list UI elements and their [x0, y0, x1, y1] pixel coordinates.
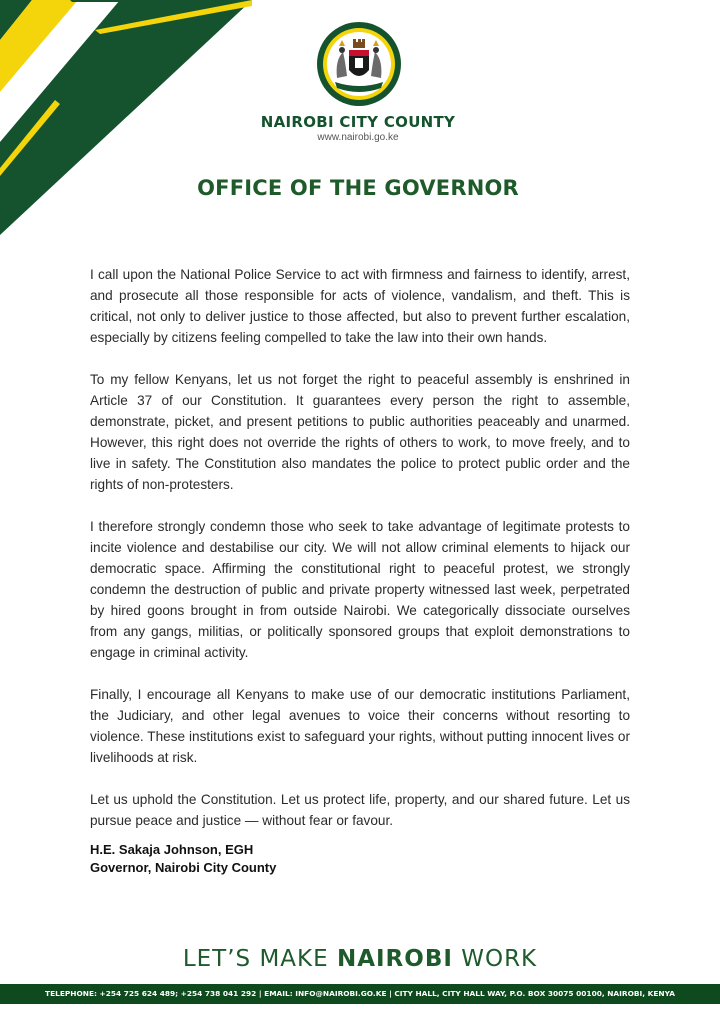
slogan-part3: WORK: [452, 946, 538, 972]
website-link[interactable]: www.nairobi.go.ke: [317, 132, 399, 143]
letter-paragraph: Let us uphold the Constitution. Let us protect life, property, and our shared future. Let us pursue peace and justice — without fear or favour.: [90, 792, 630, 828]
slogan-part1: LET’S MAKE: [182, 946, 337, 972]
letter-body: [90, 264, 630, 852]
signatory-title: Governor, Nairobi City County: [90, 860, 277, 875]
letter-paragraph: I call upon the National Police Service to act with firmness and fairness to identify, arrest, and prosecute all those responsible for acts of violence, vandalism, and theft. This is critical, not only to deliver justice to those affected, but also to prevent further escalation, especially by citizens feeling compelled to take the law into their own hands.: [90, 267, 630, 345]
letter-paragraph: Finally, I encourage all Kenyans to make use of our democratic institutions Parliament, the Judiciary, and other legal avenues to voice their concerns without resorting to violence. These institutions exist to safeguard your rights, without putting innocent lives or livelihoods at risk.: [90, 687, 630, 765]
letter-paragraph: I therefore strongly condemn those who seek to take advantage of legitimate protests to incite violence and destabilise our city. We will not allow criminal elements to hijack our democratic space. Affirming the constitutional right to peaceful protest, we strongly condemn the destruction of public and private property witnessed last week, perpetrated by hired goons brought in from outside Nairobi. We categorically dissociate ourselves from any gangs, militias, or politically sponsored groups that exploit demonstrations to engage in criminal activity.: [90, 519, 630, 660]
slogan-part2: NAIROBI: [336, 946, 453, 972]
signatory-name: H.E. Sakaja Johnson, EGH: [90, 842, 254, 857]
county-crest-icon: [315, 20, 403, 108]
office-title: OFFICE OF THE GOVERNOR: [197, 176, 519, 200]
slogan: [0, 946, 720, 972]
footer-contact-bar: TELEPHONE: +254 725 624 489; +254 738 041 292 | EMAIL: INFO@NAIROBI.GO.KE | CITY HALL, CITY HALL WAY, P.O. BOX 30075 00100, NAIROBI, KENYA: [0, 984, 720, 1004]
org-name: NAIROBI CITY COUNTY: [260, 113, 456, 131]
letter-paragraph: To my fellow Kenyans, let us not forget the right to peaceful assembly is enshrined in Article 37 of our Constitution. It guarantees every person the right to assemble, demonstrate, picket, and present petitions to public authorities peaceably and unarmed. However, this right does not override the rights of others to work, to move freely, and to live in safety. The Constitution also mandates the police to protect public order and the rights of non-protesters.: [90, 372, 630, 492]
signature-block: [90, 841, 276, 877]
